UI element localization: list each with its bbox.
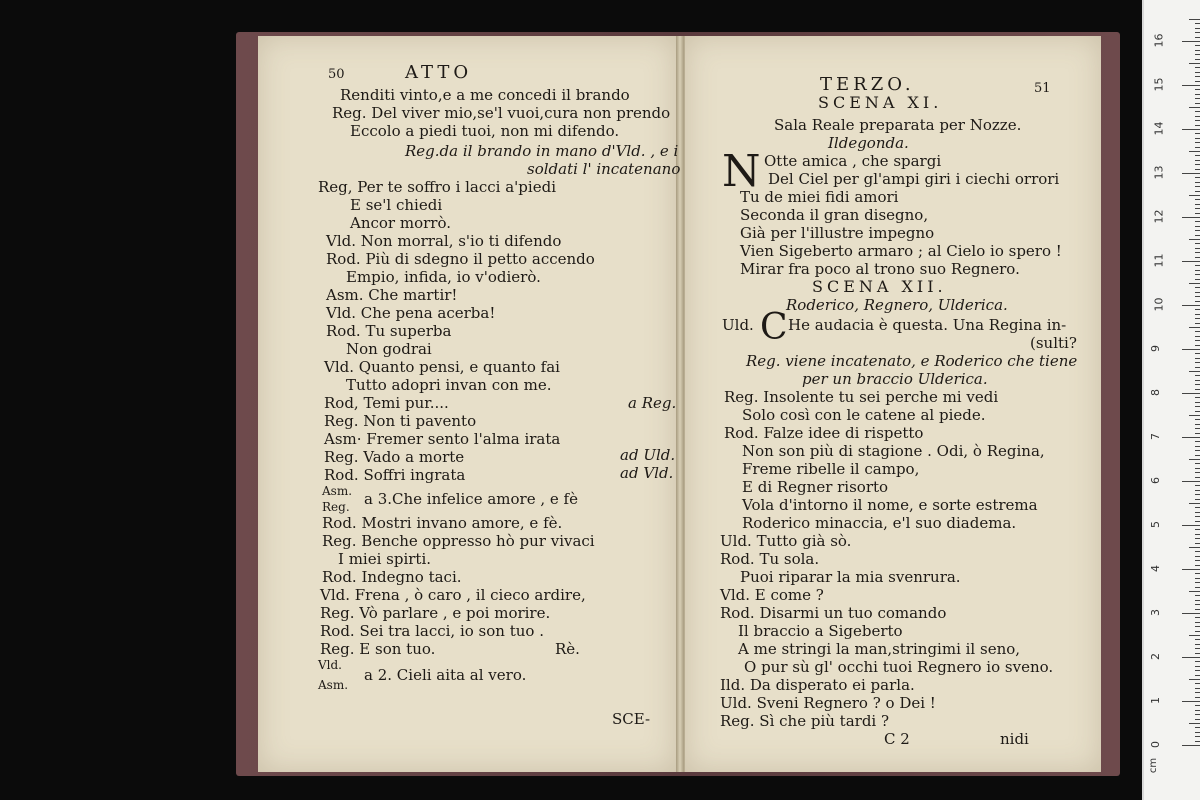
text-line: Rè.: [555, 640, 580, 658]
ruler-tick: [1195, 468, 1200, 469]
ruler-tick: [1195, 375, 1200, 376]
ruler-tick: [1195, 292, 1200, 293]
ruler-tick: [1195, 463, 1200, 464]
text-line: Asm. Che martir!: [326, 286, 458, 304]
ruler-tick: [1195, 727, 1200, 728]
text-line: Vien Sigeberto armaro ; al Cielo io spero !: [740, 242, 1062, 260]
ruler-tick: [1189, 151, 1200, 152]
text-line: He audacia è questa. Una Regina in-: [788, 316, 1067, 334]
ruler-tick: [1195, 424, 1200, 425]
ruler-tick: [1189, 371, 1200, 372]
ruler-tick: [1182, 701, 1200, 702]
ruler-tick: [1189, 327, 1200, 328]
ruler-label: 6: [1149, 477, 1162, 484]
ruler-tick: [1195, 560, 1200, 561]
ruler-tick: [1195, 125, 1200, 126]
ruler-tick: [1182, 745, 1200, 746]
ruler-tick: [1189, 107, 1200, 108]
ruler-tick: [1195, 208, 1200, 209]
text-line: I miei spirti.: [338, 550, 432, 568]
ruler-tick: [1195, 265, 1200, 266]
ruler-tick: [1195, 653, 1200, 654]
page-number: 50: [328, 67, 345, 82]
ruler-tick: [1189, 459, 1200, 460]
ruler-tick: [1195, 389, 1200, 390]
ruler-tick: [1195, 617, 1200, 618]
speaker-label: Reg.: [322, 500, 350, 514]
ruler-label: 7: [1149, 433, 1162, 440]
ruler-label: 11: [1152, 253, 1166, 268]
ruler-tick: [1195, 252, 1200, 253]
text-line: Empio, infida, io v'odierò.: [346, 268, 541, 286]
ruler-tick: [1195, 719, 1200, 720]
ruler-label: 14: [1152, 121, 1166, 136]
ruler-unit: cm: [1148, 757, 1160, 774]
text-line: Tutto adopri invan con me.: [346, 376, 552, 394]
ruler-tick: [1189, 591, 1200, 592]
ruler-tick: [1195, 367, 1200, 368]
ruler-tick: [1195, 72, 1200, 73]
ruler-tick: [1195, 622, 1200, 623]
ruler-tick: [1182, 393, 1200, 394]
ruler-tick: [1189, 63, 1200, 64]
ruler-tick: [1195, 406, 1200, 407]
ruler-tick: [1189, 239, 1200, 240]
ruler-tick: [1195, 565, 1200, 566]
ruler-tick: [1195, 543, 1200, 544]
text-line: Reg. Vò parlare , e poi morire.: [320, 604, 551, 622]
ruler-tick: [1195, 358, 1200, 359]
text-line: E di Regner risorto: [742, 478, 889, 496]
ruler-label: 1: [1149, 697, 1162, 704]
ruler-tick: [1195, 551, 1200, 552]
scene-title: SCENA XII.: [812, 277, 947, 296]
ruler-tick: [1195, 455, 1200, 456]
ruler-tick: [1195, 380, 1200, 381]
text-line: Non godrai: [346, 340, 432, 358]
ruler-tick: [1195, 309, 1200, 310]
text-line: Solo così con le catene al piede.: [742, 406, 986, 424]
text-line: Ancor morrò.: [350, 214, 451, 232]
signature-mark: C 2: [884, 730, 910, 748]
speaker-label: Uld.: [722, 316, 754, 334]
ruler-tick: [1195, 133, 1200, 134]
text-line: Vld. Che pena acerba!: [326, 304, 496, 322]
ruler-label: 0: [1149, 741, 1162, 748]
text-line: Renditi vinto,e a me concedi il brando: [340, 86, 630, 104]
ruler-tick: [1195, 111, 1200, 112]
ruler-tick: [1182, 525, 1200, 526]
scene-title: SCENA XI.: [818, 93, 943, 112]
ruler-tick: [1195, 287, 1200, 288]
ruler-tick: [1195, 538, 1200, 539]
text-line: Asm· Fremer sento l'alma irata: [324, 430, 561, 448]
ruler-tick: [1189, 679, 1200, 680]
text-line: Reg, Per te soffro i lacci a'piedi: [318, 178, 556, 196]
text-line: Rod. Sei tra lacci, io son tuo .: [320, 622, 544, 640]
text-line: Freme ribelle il campo,: [742, 460, 920, 478]
ruler-tick: [1195, 710, 1200, 711]
ruler-tick: [1195, 323, 1200, 324]
ruler-tick: [1195, 477, 1200, 478]
text-line: Reg. E son tuo.: [320, 640, 436, 658]
ruler-tick: [1195, 138, 1200, 139]
text-line: Ild. Da disperato ei parla.: [720, 676, 915, 694]
catchword: nidi: [1000, 730, 1029, 748]
ruler-label: 8: [1149, 389, 1162, 396]
ruler-label: 3: [1149, 609, 1162, 616]
ruler-tick: [1182, 173, 1200, 174]
ruler-tick: [1195, 587, 1200, 588]
ruler-tick: [1195, 397, 1200, 398]
text-line: Vld. Frena , ò caro , il cieco ardire,: [320, 586, 586, 604]
text-line: Rod. Tu superba: [326, 322, 452, 340]
ruler-label: 16: [1152, 33, 1166, 48]
ruler-tick: [1195, 600, 1200, 601]
ruler-tick: [1195, 336, 1200, 337]
ruler-tick: [1182, 261, 1200, 262]
ruler-tick: [1195, 485, 1200, 486]
ruler-tick: [1182, 569, 1200, 570]
text-line: Del Ciel per gl'ampi giri i ciechi orrori: [768, 170, 1060, 188]
text-line: Seconda il gran disegno,: [740, 206, 929, 224]
text-line: Otte amica , che spargi: [764, 152, 942, 170]
ruler-tick: [1195, 441, 1200, 442]
text-line: Rod. Soffri ingrata: [324, 466, 466, 484]
ruler-tick: [1182, 349, 1200, 350]
ruler-tick: [1189, 19, 1200, 20]
ruler-tick: [1189, 195, 1200, 196]
ruler-tick: [1195, 160, 1200, 161]
ruler-tick: [1195, 714, 1200, 715]
ruler-tick: [1195, 204, 1200, 205]
ruler-tick: [1195, 248, 1200, 249]
ruler-tick: [1195, 81, 1200, 82]
ruler-tick: [1195, 450, 1200, 451]
text-line: Rod, Temi pur....: [324, 394, 449, 412]
ruler-tick: [1195, 23, 1200, 24]
ruler-tick: [1195, 499, 1200, 500]
ruler-tick: [1195, 675, 1200, 676]
ruler-tick: [1195, 147, 1200, 148]
scene-characters: Roderico, Regnero, Ulderica.: [786, 296, 1008, 314]
ruler-tick: [1182, 305, 1200, 306]
ruler-tick: [1195, 512, 1200, 513]
running-header: ATTO: [405, 62, 473, 83]
ruler-tick: [1195, 556, 1200, 557]
ruler-tick: [1195, 169, 1200, 170]
ruler-label: 2: [1149, 653, 1162, 660]
ruler-tick: [1195, 626, 1200, 627]
text-line: Uld. Sveni Regnero ? o Dei !: [720, 694, 936, 712]
text-line: Rod. Disarmi un tuo comando: [720, 604, 947, 622]
ruler-label: 4: [1149, 565, 1162, 572]
ruler-tick: [1195, 732, 1200, 733]
ruler-tick: [1195, 609, 1200, 610]
ruler-tick: [1195, 32, 1200, 33]
text-line: Reg. Del viver mio,se'l vuoi,cura non prendo: [332, 104, 671, 122]
ruler-tick: [1195, 257, 1200, 258]
ruler-tick: [1195, 296, 1200, 297]
ruler-tick: [1195, 670, 1200, 671]
text-line: Il braccio a Sigeberto: [738, 622, 903, 640]
ruler-label: 12: [1152, 209, 1166, 224]
text-line: Reg. Sì che più tardi ?: [720, 712, 890, 730]
ruler-tick: [1195, 331, 1200, 332]
ruler-tick: [1195, 279, 1200, 280]
ruler-tick: [1195, 120, 1200, 121]
ruler-tick: [1195, 67, 1200, 68]
ruler-tick: [1195, 116, 1200, 117]
text-line: Non son più di stagione . Odi, ò Regina,: [742, 442, 1045, 460]
ruler-tick: [1195, 318, 1200, 319]
text-line: (sulti?: [1030, 334, 1077, 352]
ruler-tick: [1195, 661, 1200, 662]
ruler-tick: [1195, 230, 1200, 231]
text-line: Reg. Non ti pavento: [324, 412, 477, 430]
ruler-tick: [1195, 28, 1200, 29]
ruler-tick: [1195, 604, 1200, 605]
ruler-tick: [1195, 235, 1200, 236]
text-line: Reg. Vado a morte: [324, 448, 465, 466]
ruler-tick: [1195, 213, 1200, 214]
ruler-tick: [1195, 59, 1200, 60]
stage-direction: Reg.da il brando in mano d'Vld. , e i: [405, 142, 679, 160]
ruler-tick: [1195, 94, 1200, 95]
ruler-tick: [1189, 723, 1200, 724]
page-number: 51: [1034, 81, 1051, 96]
catchword: SCE-: [612, 710, 651, 728]
ruler-tick: [1182, 129, 1200, 130]
ruler-tick: [1195, 529, 1200, 530]
text-line: Già per l'illustre impegno: [740, 224, 935, 242]
ruler-tick: [1195, 688, 1200, 689]
ruler-tick: [1195, 164, 1200, 165]
ruler-tick: [1195, 45, 1200, 46]
text-line: Vld. E come ?: [720, 586, 824, 604]
ruler-tick: [1195, 578, 1200, 579]
scene-character: Ildegonda.: [828, 134, 909, 152]
ruler-tick: [1195, 226, 1200, 227]
ruler-tick: [1195, 419, 1200, 420]
ruler-tick: [1195, 433, 1200, 434]
text-line: Rod. Indegno taci.: [322, 568, 462, 586]
ruler-tick: [1195, 155, 1200, 156]
ruler-tick: [1195, 362, 1200, 363]
ruler-tick: [1195, 683, 1200, 684]
text-line: O pur sù gl' occhi tuoi Regnero io sveno.: [744, 658, 1054, 676]
ruler-tick: [1195, 697, 1200, 698]
ruler-label: 5: [1149, 521, 1162, 528]
ruler-tick: [1195, 314, 1200, 315]
ruler-tick: [1182, 657, 1200, 658]
ruler-label: 10: [1152, 297, 1166, 312]
stage-direction: per un braccio Ulderica.: [802, 370, 988, 388]
ruler-tick: [1182, 85, 1200, 86]
ruler-tick: [1195, 54, 1200, 55]
ruler-tick: [1195, 521, 1200, 522]
margin-note: ad Vld.: [620, 464, 674, 482]
text-line: Mirar fra poco al trono suo Regnero.: [740, 260, 1020, 278]
text-line: A me stringi la man,stringimi il seno,: [738, 640, 1021, 658]
ruler-tick: [1182, 613, 1200, 614]
text-line: Rod. Falze idee di rispetto: [724, 424, 924, 442]
text-line: a 2. Cieli aita al vero.: [364, 666, 527, 684]
ruler-tick: [1189, 547, 1200, 548]
speaker-label: Asm.: [322, 484, 353, 498]
ruler-tick: [1182, 41, 1200, 42]
scene-setting: Sala Reale preparata per Nozze.: [774, 116, 1022, 134]
ruler-tick: [1195, 402, 1200, 403]
ruler-tick: [1195, 345, 1200, 346]
text-line: Vld. Non morral, s'io ti difendo: [326, 232, 562, 250]
ruler-tick: [1195, 490, 1200, 491]
ruler-tick: [1195, 692, 1200, 693]
text-line: Reg. Insolente tu sei perche mi vedi: [724, 388, 999, 406]
ruler-tick: [1195, 534, 1200, 535]
ruler-tick: [1195, 494, 1200, 495]
ruler-tick: [1195, 666, 1200, 667]
ruler-tick: [1195, 573, 1200, 574]
stage-direction: Reg. viene incatenato, e Roderico che tiene: [746, 352, 1078, 370]
ruler-tick: [1195, 191, 1200, 192]
ruler-tick: [1195, 301, 1200, 302]
ruler-tick: [1195, 472, 1200, 473]
ruler-tick: [1195, 243, 1200, 244]
ruler-tick: [1195, 507, 1200, 508]
ruler-label: 9: [1149, 345, 1162, 352]
text-line: Uld. Tutto già sò.: [720, 532, 852, 550]
ruler-tick: [1195, 340, 1200, 341]
ruler-tick: [1189, 283, 1200, 284]
ruler-tick: [1195, 446, 1200, 447]
text-line: Vola d'intorno il nome, e sorte estrema: [742, 496, 1038, 514]
text-line: Eccolo a piedi tuoi, non mi difendo.: [350, 122, 620, 140]
ruler-tick: [1195, 736, 1200, 737]
ruler-tick: [1195, 89, 1200, 90]
speaker-label: Vld.: [318, 658, 342, 672]
ruler-tick: [1195, 199, 1200, 200]
ruler-tick: [1195, 411, 1200, 412]
ruler-tick: [1195, 98, 1200, 99]
ruler-tick: [1195, 76, 1200, 77]
drop-cap: C: [760, 307, 788, 348]
ruler-label: 15: [1152, 77, 1166, 92]
ruler-tick: [1195, 274, 1200, 275]
text-line: a 3.Che infelice amore , e fè: [364, 490, 578, 508]
text-line: Rod. Tu sola.: [720, 550, 820, 568]
measuring-ruler: [1142, 0, 1200, 800]
ruler-tick: [1195, 221, 1200, 222]
ruler-tick: [1195, 182, 1200, 183]
text-line: Roderico minaccia, e'l suo diadema.: [742, 514, 1017, 532]
text-line: Vld. Quanto pensi, e quanto fai: [324, 358, 560, 376]
text-line: Rod. Mostri invano amore, e fè.: [322, 514, 563, 532]
stage-direction: soldati l' incatenano: [527, 160, 681, 178]
ruler-tick: [1195, 270, 1200, 271]
text-line: E se'l chiedi: [350, 196, 443, 214]
ruler-tick: [1195, 142, 1200, 143]
ruler-tick: [1195, 50, 1200, 51]
ruler-tick: [1195, 595, 1200, 596]
ruler-tick: [1195, 582, 1200, 583]
ruler-tick: [1195, 648, 1200, 649]
ruler-tick: [1195, 103, 1200, 104]
speaker-label: Asm.: [318, 678, 349, 692]
ruler-tick: [1182, 437, 1200, 438]
margin-note: ad Uld.: [620, 446, 676, 464]
ruler-tick: [1189, 415, 1200, 416]
ruler-tick: [1189, 635, 1200, 636]
text-line: Tu de miei fidi amori: [740, 188, 899, 206]
margin-note: a Reg.: [628, 394, 677, 412]
ruler-tick: [1195, 384, 1200, 385]
ruler-tick: [1195, 741, 1200, 742]
ruler-tick: [1195, 428, 1200, 429]
text-line: Reg. Benche oppresso hò pur vivaci: [322, 532, 595, 550]
ruler-tick: [1195, 631, 1200, 632]
ruler-tick: [1182, 481, 1200, 482]
ruler-tick: [1195, 639, 1200, 640]
ruler-label: 13: [1152, 165, 1166, 180]
running-header: TERZO.: [820, 74, 915, 95]
ruler-tick: [1195, 644, 1200, 645]
ruler-tick: [1195, 705, 1200, 706]
ruler-tick: [1195, 353, 1200, 354]
ruler-tick: [1195, 186, 1200, 187]
ruler-tick: [1195, 516, 1200, 517]
ruler-tick: [1189, 503, 1200, 504]
ruler-tick: [1195, 177, 1200, 178]
text-line: Puoi riparar la mia svenrura.: [740, 568, 961, 586]
ruler-tick: [1182, 217, 1200, 218]
text-line: Rod. Più di sdegno il petto accendo: [326, 250, 595, 268]
ruler-tick: [1195, 37, 1200, 38]
drop-cap: N: [722, 146, 761, 197]
